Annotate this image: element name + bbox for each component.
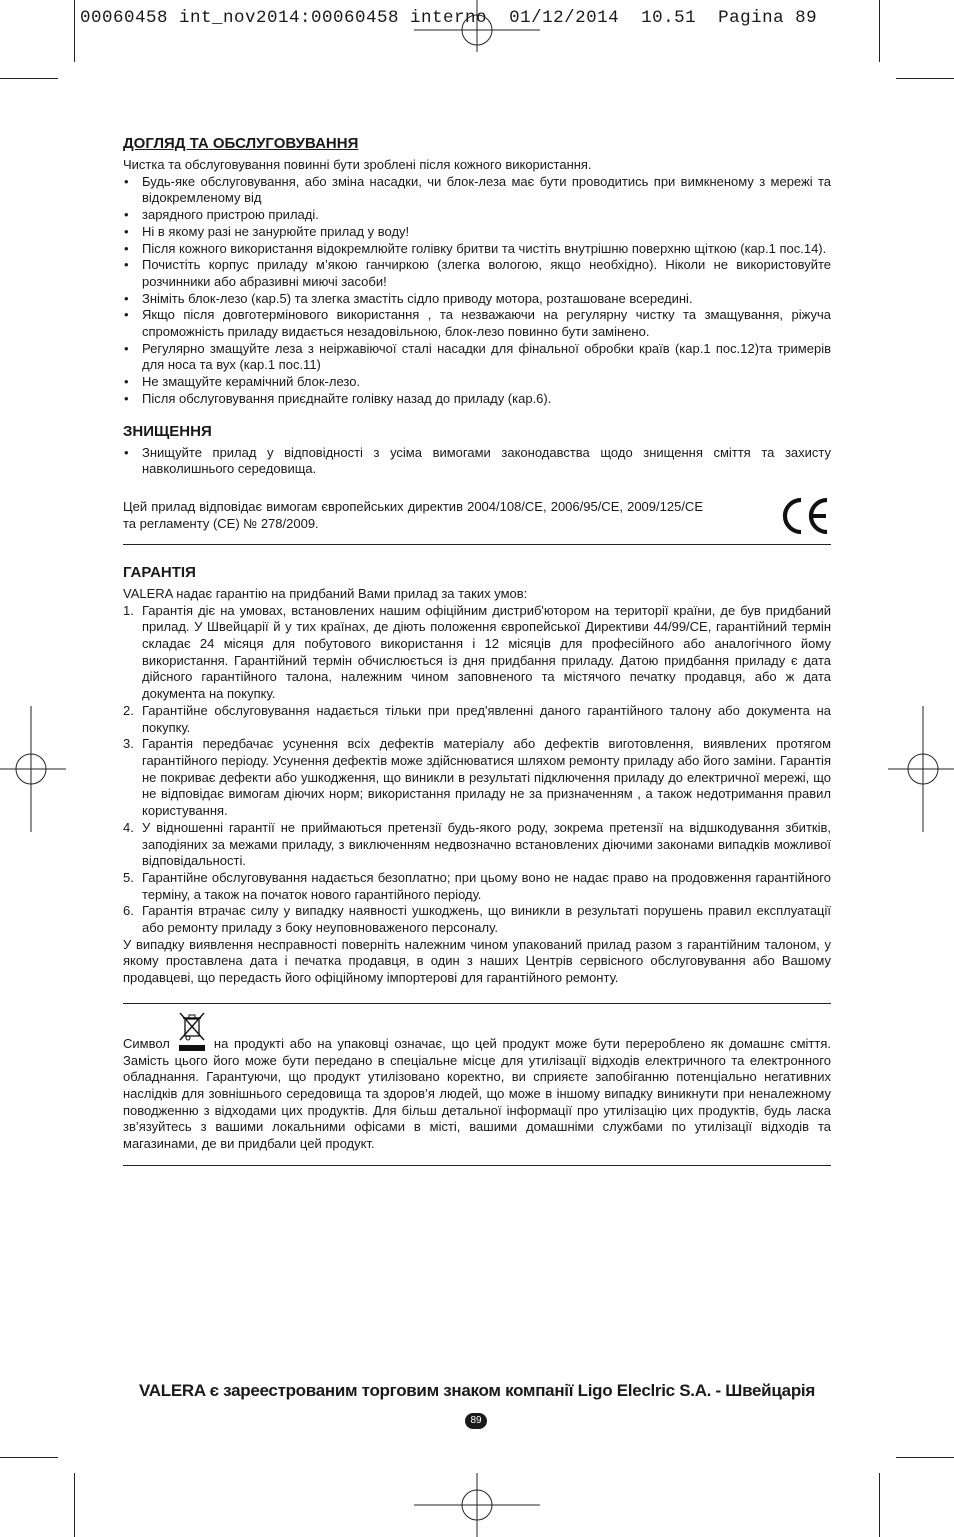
ce-compliance: [123, 496, 831, 536]
trademark-footer: VALERA є зареестрованим торговим знаком компанії Ligo Eleclric S.A. - Швейцарія: [139, 1381, 815, 1400]
list-item: • Регулярно змащуйте леза з неіржавіючої сталі насадки для фінальної обробки країв (кар.1 пос.12)та тримерів для носа та вух (кар.1 пос.11): [123, 341, 831, 374]
print-slug: 00060458 int_nov2014:00060458 interno 01/12/2014 10.51 Pagina 89: [80, 8, 818, 28]
list-item: • Після кожного використання відокремлюйте голівку бритви та чистіть внутрішню поверхню щіткою (кар.1 пос.14).: [123, 241, 831, 258]
crop-mark: [879, 1473, 880, 1537]
crop-mark: [0, 1457, 58, 1458]
warranty-section: [123, 563, 831, 987]
list-item: • Зніміть блок-лезо (кар.5) та злегка змастіть сідло приводу мотора, розташоване всередині.: [123, 291, 831, 308]
care-section: [123, 134, 831, 408]
list-item: • Не змащуйте керамічний блок-лезо.: [123, 374, 831, 391]
registration-mark-icon: [0, 706, 66, 832]
page-content: [123, 134, 831, 1166]
warranty-outro: У випадку виявлення несправності поверніть належним чином упакований прилад разом з гарантійним талоном, у якому проставлена дата і печатка продавця, в один з наших Центрів сервісного обслуговування або Вашому продавцеві, що передасть його офіційному імпортерові для гарантійного ремонту.: [123, 936, 831, 986]
registration-mark-icon: [414, 0, 540, 52]
weee-notice: [123, 1010, 831, 1153]
list-item: 6. Гарантія втрачає силу у випадку наявності ушкоджень, що виникли в результаті порушень правил експлуатації або ремонту приладу з боку неуповноваженого персоналу.: [123, 903, 831, 936]
list-item: 3. Гарантія передбачає усунення всіх дефектів матеріалу або дефектів виготовлення, виявлених протягом гарантійного періоду. Усунення дефектів може здійснюватися шляхом ремонту приладу або його заміни. Гарантія не покриває дефекти або ушкодження, що виникли в результаті підключення приладу до електричної мережі, що не відповідає вимогам діючих норм; використання приладу не за призначенням , а також недотримання правил користування.: [123, 736, 831, 819]
weee-text: Символ на продукті або на упаковці означає, що цей продукт може бути перероблено як домашнє сміття. Замість цього його може бути передано в спеціальне місце для утилізації відходів електричного та електронного обладнання. Гарантуючи, що продукт утилізовано коректно, ви сприяєте запобіганню потенціально негативних наслідків для зовнішнього середовища та здоров’я людей, що може в іншому випадку виникнути при неналежному поводженню з відходами цих продуктів. Для більш детальної інформації про утилізацію цих продуктів, будь ласка зв’язуйтесь з вашими локальними офісами в місті, вашими домашніми службами по утилізації відходів та магазинами, де ви придбали цей продукт.: [123, 1010, 831, 1153]
ce-statement: Цей прилад відповідає вимогам європейських директив 2004/108/CE, 2006/95/CE, 2009/125/CE та регламенту (CE) № 278/2009.: [123, 499, 703, 531]
ce-mark-icon: [779, 496, 831, 536]
crop-mark: [879, 0, 880, 62]
crop-mark: [74, 1473, 75, 1537]
crop-mark: [896, 1457, 954, 1458]
care-list: [123, 174, 831, 408]
registration-mark-icon: [414, 1473, 540, 1537]
section-divider: [123, 1165, 831, 1166]
list-item: 2. Гарантійне обслуговування надається тільки при пред'явленні даного гарантійного талону або документа на покупку.: [123, 702, 831, 735]
list-item: • Знищуйте прилад у відповідності з усіма вимогами законодавства щодо знищення сміття та захисту навколишнього середовища.: [123, 445, 831, 478]
warranty-list: [123, 603, 831, 937]
list-item: 4. У відношенні гарантії не приймаються претензії будь-якого роду, зокрема претензії на відшкодування збитків, заподіяних за межами приладу, з виключенням недвозначно встановлених діючими законами випадків можливої відповідальності.: [123, 819, 831, 869]
page-number: 89: [465, 1413, 487, 1429]
disposal-section: [123, 422, 831, 545]
warranty-intro: VALERA надає гарантію на придбаний Вами прилад за таких умов:: [123, 585, 528, 601]
list-item: 5. Гарантійне обслуговування надається безоплатно; при цьому воно не надає право на продовження гарантійного терміну, а також на початок нового гарантійного періоду.: [123, 869, 831, 902]
registration-mark-icon: [888, 706, 954, 832]
crop-mark: [896, 78, 954, 79]
care-title: ДОГЛЯД ТА ОБСЛУГОВУВАННЯ: [123, 135, 359, 152]
list-item: • Якщо після довготермінового використання , та незважаючи на регулярну чистку та змащування, ріжуча спроможність приладу видається незадовільною, блок-лезо повинно бути замінено.: [123, 307, 831, 340]
disposal-title: ЗНИЩЕННЯ: [123, 422, 212, 440]
crossed-out-wheelie-bin-icon: [176, 1010, 208, 1052]
list-item: 1. Гарантія діє на умовах, встановлених нашим офіційним дистриб'ютором на території країни, де був придбаний прилад. У Швейцарії й у тих країнах, де діють положення європейської Директиви 44/99/CE, гарантійний термін складає 24 місяця для побутового використання і 12 місяців для професійного або аналогічного йому використання. Гарантійний термін обчислюється із дня придбання приладу. Датою придбання приладу є дата дійсного гарантійного талона, належним чином заповненого та містячого печатку продавця, або ж дата документа на покупку.: [123, 602, 831, 702]
list-item: • Почистіть корпус приладу м’якою ганчиркою (злегка вологою, якщо необхідно). Ніколи не використовуйте розчинники або абразивні миючі засоби!: [123, 257, 831, 290]
list-item: • зарядного пристрою приладі.: [123, 207, 831, 224]
list-item: • Будь-яке обслуговування, або зміна насадки, чи блок-леза має бути проводитись при вимкненому з мережі та відокремленому від: [123, 174, 831, 207]
list-item: • Ні в якому разі не занурюйте прилад у воду!: [123, 224, 831, 241]
list-item: • Після обслуговування приєднайте голівку назад до приладу (кар.6).: [123, 391, 831, 408]
crop-mark: [74, 0, 75, 62]
disposal-list: [123, 445, 831, 478]
care-intro: Чистка та обслуговування повинні бути зроблені після кожного використання.: [123, 157, 592, 172]
crop-mark: [0, 78, 58, 79]
warranty-title: ГАРАНТІЯ: [123, 563, 196, 581]
